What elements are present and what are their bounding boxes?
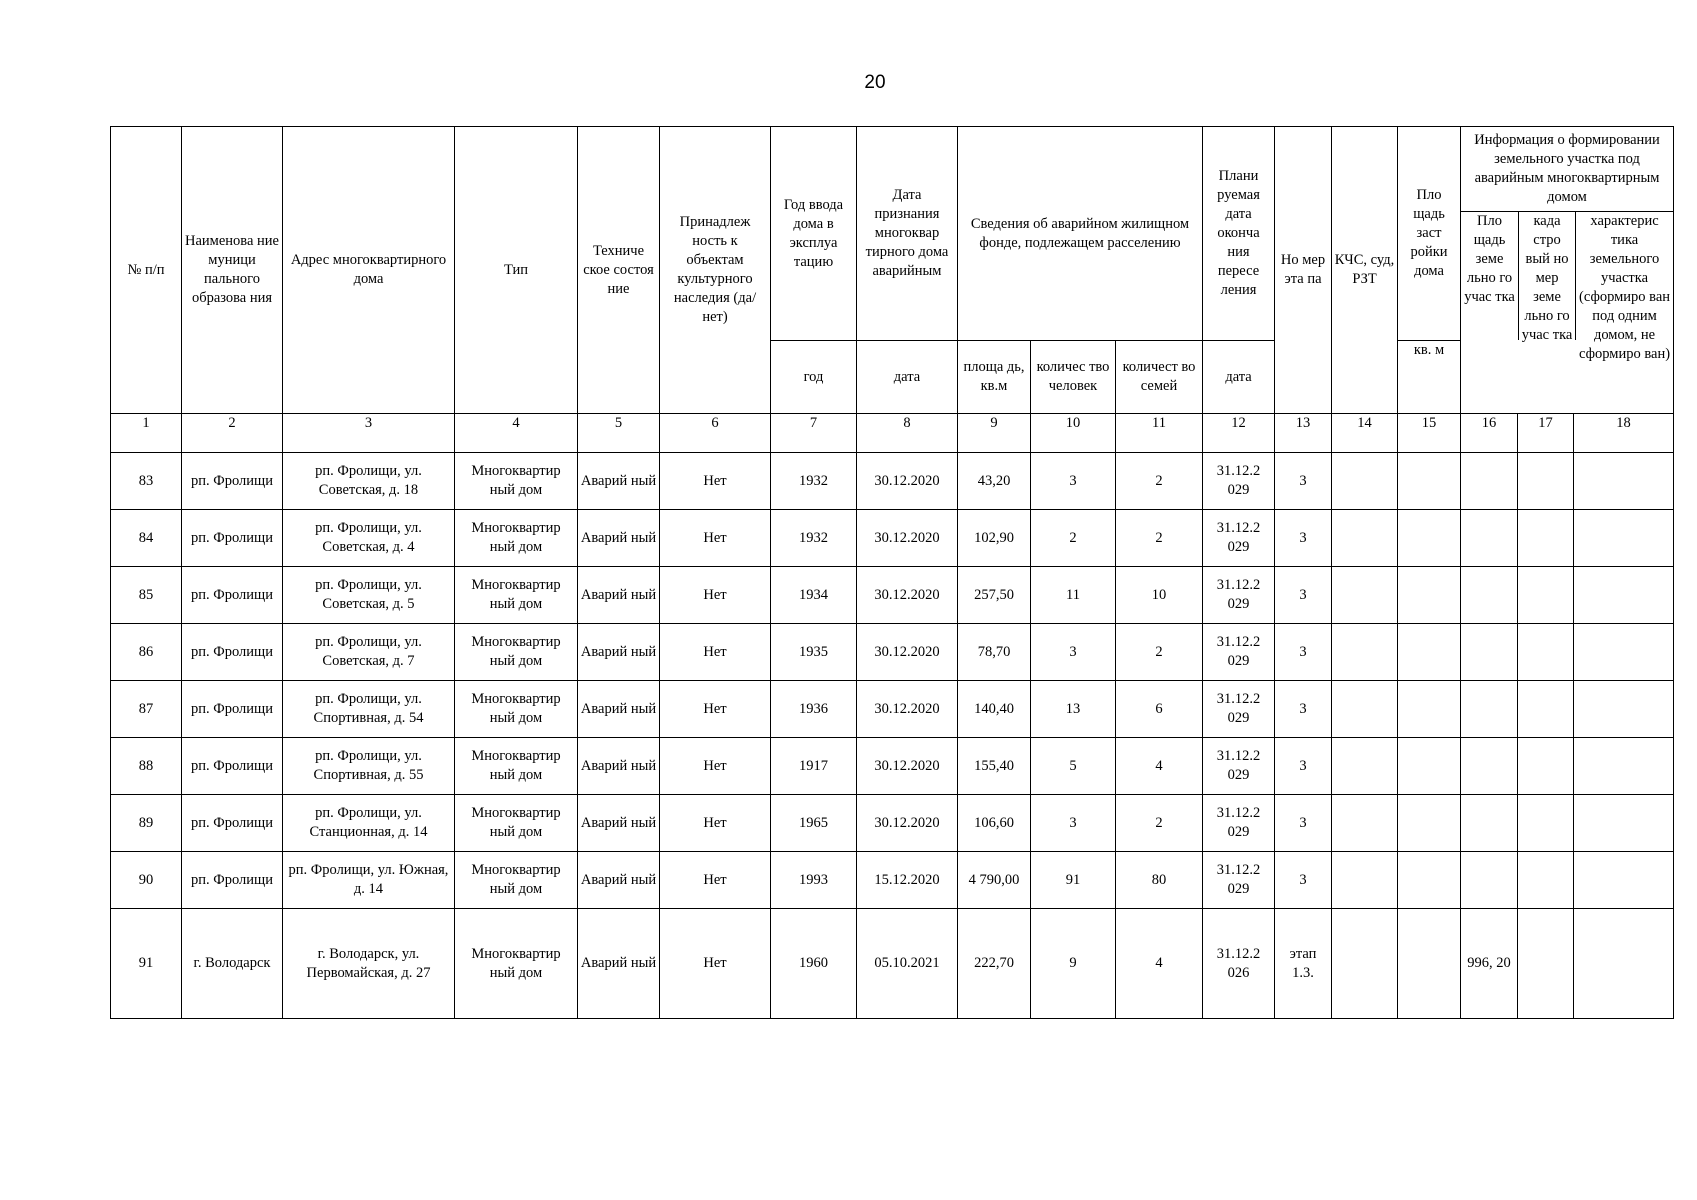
building-area-cell (1398, 681, 1461, 738)
row-number: 86 (111, 624, 182, 681)
table-row (111, 852, 1674, 909)
people-cell: 3 (1031, 624, 1116, 681)
land-area-cell: 996, 20 (1461, 909, 1518, 1019)
year-cell: 1934 (771, 567, 857, 624)
year-cell: 1965 (771, 795, 857, 852)
date-cell: 30.12.2020 (857, 795, 958, 852)
table-row (111, 510, 1674, 567)
land-area-cell (1461, 510, 1518, 567)
date-cell: 30.12.2020 (857, 510, 958, 567)
municipality-cell: рп. Фролищи (182, 795, 283, 852)
people-cell: 13 (1031, 681, 1116, 738)
municipality-cell: г. Володарск (182, 909, 283, 1019)
area-cell: 106,60 (958, 795, 1031, 852)
column-number-cell: 6 (660, 414, 771, 453)
building-area-cell (1398, 567, 1461, 624)
type-cell: Многоквартир ный дом (455, 624, 578, 681)
land-area-cell (1461, 852, 1518, 909)
land-area-cell (1461, 624, 1518, 681)
area-cell: 102,90 (958, 510, 1031, 567)
type-cell: Многоквартир ный дом (455, 567, 578, 624)
date-cell: 05.10.2021 (857, 909, 958, 1019)
header-land-characteristic-label: характерис тика земельного участка (сформиро ван под одним домом, не сформиро ван) (1579, 213, 1671, 362)
building-area-cell (1398, 909, 1461, 1019)
stage-cell: 3 (1275, 624, 1332, 681)
people-cell: 2 (1031, 510, 1116, 567)
header-type: Тип (455, 127, 578, 414)
heritage-cell: Нет (660, 795, 771, 852)
address-cell: рп. Фролищи, ул. Станционная, д. 14 (283, 795, 455, 852)
emergency-housing-table (110, 126, 1674, 1019)
column-number-cell: 8 (857, 414, 958, 453)
type-cell: Многоквартир ный дом (455, 795, 578, 852)
area-cell: 4 790,00 (958, 852, 1031, 909)
year-cell: 1936 (771, 681, 857, 738)
header-year-commissioned: Год ввода дома в эксплуа тацию (771, 127, 857, 341)
families-cell: 2 (1116, 510, 1203, 567)
stage-cell: этап 1.3. (1275, 909, 1332, 1019)
land-characteristic-cell (1574, 681, 1674, 738)
column-number-cell: 17 (1518, 414, 1574, 453)
stage-cell: 3 (1275, 852, 1332, 909)
stage-cell: 3 (1275, 681, 1332, 738)
row-number: 83 (111, 453, 182, 510)
stage-cell: 3 (1275, 510, 1332, 567)
table-row (111, 453, 1674, 510)
state-cell: Аварий ный (578, 453, 660, 510)
land-characteristic-cell (1574, 510, 1674, 567)
area-cell: 257,50 (958, 567, 1031, 624)
header-land-plot-title: Информация о формировании земельного участка под аварийным многоквартирным домом (1461, 127, 1673, 212)
header-cultural-heritage: Принадлеж ность к объектам культурного наследия (да/нет) (660, 127, 771, 414)
cadastral-cell (1518, 738, 1574, 795)
heritage-cell: Нет (660, 738, 771, 795)
header-land-characteristic (1576, 212, 1673, 362)
table-row (111, 624, 1674, 681)
column-number-cell: 2 (182, 414, 283, 453)
people-cell: 5 (1031, 738, 1116, 795)
date-cell: 30.12.2020 (857, 681, 958, 738)
cadastral-cell (1518, 681, 1574, 738)
municipality-cell: рп. Фролищи (182, 681, 283, 738)
cadastral-cell (1518, 624, 1574, 681)
column-number-cell: 15 (1398, 414, 1461, 453)
page-number: 20 (864, 72, 886, 93)
state-cell: Аварий ный (578, 624, 660, 681)
subheader-building-unit: кв. м (1398, 341, 1461, 414)
table-row (111, 909, 1674, 1019)
header-planned-end-date: Плани руемая дата оконча ния пересе ления (1203, 127, 1275, 341)
land-characteristic-cell (1574, 795, 1674, 852)
column-number-cell: 16 (1461, 414, 1518, 453)
type-cell: Многоквартир ный дом (455, 681, 578, 738)
state-cell: Аварий ный (578, 510, 660, 567)
type-cell: Многоквартир ный дом (455, 852, 578, 909)
date-cell: 30.12.2020 (857, 738, 958, 795)
header-emergency-fund-group: Сведения об аварийном жилищном фонде, подлежащем расселению (958, 127, 1203, 341)
header-technical-state: Техниче ское состоя ние (578, 127, 660, 414)
column-number-cell: 12 (1203, 414, 1275, 453)
year-cell: 1932 (771, 453, 857, 510)
kchs-cell (1332, 909, 1398, 1019)
plan-date-cell: 31.12.2 029 (1203, 681, 1275, 738)
heritage-cell: Нет (660, 510, 771, 567)
year-cell: 1993 (771, 852, 857, 909)
column-number-row (111, 414, 1674, 453)
table-row (111, 681, 1674, 738)
state-cell: Аварий ный (578, 567, 660, 624)
plan-date-cell: 31.12.2 029 (1203, 567, 1275, 624)
heritage-cell: Нет (660, 567, 771, 624)
plan-date-cell: 31.12.2 029 (1203, 795, 1275, 852)
year-cell: 1917 (771, 738, 857, 795)
plan-date-cell: 31.12.2 029 (1203, 510, 1275, 567)
land-characteristic-cell (1574, 567, 1674, 624)
column-number-cell: 10 (1031, 414, 1116, 453)
header-land-area (1461, 212, 1519, 340)
plan-date-cell: 31.12.2 029 (1203, 453, 1275, 510)
header-stage-number: Но мер эта па (1275, 127, 1332, 414)
land-area-cell (1461, 681, 1518, 738)
land-characteristic-cell (1574, 453, 1674, 510)
year-cell: 1935 (771, 624, 857, 681)
row-number: 88 (111, 738, 182, 795)
municipality-cell: рп. Фролищи (182, 852, 283, 909)
date-cell: 30.12.2020 (857, 567, 958, 624)
subheader-area: площа дь, кв.м (958, 341, 1031, 414)
header-municipality: Наименова ние муници пального образова ния (182, 127, 283, 414)
header-address: Адрес многоквартирного дома (283, 127, 455, 414)
municipality-cell: рп. Фролищи (182, 510, 283, 567)
column-number-cell: 7 (771, 414, 857, 453)
header-land-plot-group (1461, 127, 1674, 414)
row-number: 85 (111, 567, 182, 624)
families-cell: 10 (1116, 567, 1203, 624)
plan-date-cell: 31.12.2 029 (1203, 852, 1275, 909)
address-cell: рп. Фролищи, ул. Спортивная, д. 54 (283, 681, 455, 738)
kchs-cell (1332, 624, 1398, 681)
type-cell: Многоквартир ный дом (455, 453, 578, 510)
header-land-area-label: Пло щадь земе льно го учас тка (1464, 213, 1515, 305)
state-cell: Аварий ный (578, 738, 660, 795)
people-cell: 3 (1031, 795, 1116, 852)
land-area-cell (1461, 795, 1518, 852)
address-cell: рп. Фролищи, ул. Южная, д. 14 (283, 852, 455, 909)
families-cell: 2 (1116, 795, 1203, 852)
area-cell: 222,70 (958, 909, 1031, 1019)
date-cell: 30.12.2020 (857, 453, 958, 510)
subheader-plan-date: дата (1203, 341, 1275, 414)
subheader-year: год (771, 341, 857, 414)
people-cell: 9 (1031, 909, 1116, 1019)
cadastral-cell (1518, 510, 1574, 567)
table-row (111, 567, 1674, 624)
subheader-people: количес тво человек (1031, 341, 1116, 414)
address-cell: рп. Фролищи, ул. Советская, д. 4 (283, 510, 455, 567)
cadastral-cell (1518, 909, 1574, 1019)
year-cell: 1960 (771, 909, 857, 1019)
plan-date-cell: 31.12.2 029 (1203, 738, 1275, 795)
municipality-cell: рп. Фролищи (182, 738, 283, 795)
address-cell: рп. Фролищи, ул. Советская, д. 7 (283, 624, 455, 681)
header-number: № п/п (111, 127, 182, 414)
plan-date-cell: 31.12.2 026 (1203, 909, 1275, 1019)
cadastral-cell (1518, 852, 1574, 909)
land-area-cell (1461, 453, 1518, 510)
building-area-cell (1398, 795, 1461, 852)
land-area-cell (1461, 567, 1518, 624)
municipality-cell: рп. Фролищи (182, 624, 283, 681)
stage-cell: 3 (1275, 567, 1332, 624)
address-cell: рп. Фролищи, ул. Советская, д. 5 (283, 567, 455, 624)
row-number: 84 (111, 510, 182, 567)
state-cell: Аварий ный (578, 681, 660, 738)
header-date-recognized: Дата признания многоквар тирного дома аварийным (857, 127, 958, 341)
type-cell: Многоквартир ный дом (455, 909, 578, 1019)
column-number-cell: 1 (111, 414, 182, 453)
land-area-cell (1461, 738, 1518, 795)
row-number: 91 (111, 909, 182, 1019)
heritage-cell: Нет (660, 852, 771, 909)
families-cell: 80 (1116, 852, 1203, 909)
kchs-cell (1332, 510, 1398, 567)
type-cell: Многоквартир ный дом (455, 510, 578, 567)
column-number-cell: 11 (1116, 414, 1203, 453)
people-cell: 3 (1031, 453, 1116, 510)
cadastral-cell (1518, 567, 1574, 624)
header-building-area: Пло щадь заст ройки дома (1398, 127, 1461, 341)
building-area-cell (1398, 510, 1461, 567)
families-cell: 2 (1116, 453, 1203, 510)
heritage-cell: Нет (660, 909, 771, 1019)
stage-cell: 3 (1275, 795, 1332, 852)
land-characteristic-cell (1574, 624, 1674, 681)
column-number-cell: 5 (578, 414, 660, 453)
row-number: 87 (111, 681, 182, 738)
table-row (111, 795, 1674, 852)
header-cadastral-number-label: када стро вый но мер земе льно го учас тка (1521, 213, 1573, 343)
column-number-cell: 9 (958, 414, 1031, 453)
building-area-cell (1398, 738, 1461, 795)
type-cell: Многоквартир ный дом (455, 738, 578, 795)
date-cell: 15.12.2020 (857, 852, 958, 909)
municipality-cell: рп. Фролищи (182, 453, 283, 510)
land-characteristic-cell (1574, 738, 1674, 795)
building-area-cell (1398, 852, 1461, 909)
address-cell: рп. Фролищи, ул. Советская, д. 18 (283, 453, 455, 510)
municipality-cell: рп. Фролищи (182, 567, 283, 624)
column-number-cell: 18 (1574, 414, 1674, 453)
column-number-cell: 13 (1275, 414, 1332, 453)
column-number-cell: 3 (283, 414, 455, 453)
row-number: 89 (111, 795, 182, 852)
address-cell: г. Володарск, ул. Первомайская, д. 27 (283, 909, 455, 1019)
row-number: 90 (111, 852, 182, 909)
kchs-cell (1332, 453, 1398, 510)
kchs-cell (1332, 681, 1398, 738)
table-row (111, 738, 1674, 795)
families-cell: 6 (1116, 681, 1203, 738)
area-cell: 140,40 (958, 681, 1031, 738)
column-number-cell: 4 (455, 414, 578, 453)
state-cell: Аварий ный (578, 852, 660, 909)
people-cell: 11 (1031, 567, 1116, 624)
stage-cell: 3 (1275, 738, 1332, 795)
area-cell: 43,20 (958, 453, 1031, 510)
header-cadastral-number (1519, 212, 1576, 343)
column-number-cell: 14 (1332, 414, 1398, 453)
area-cell: 155,40 (958, 738, 1031, 795)
plan-date-cell: 31.12.2 029 (1203, 624, 1275, 681)
state-cell: Аварий ный (578, 795, 660, 852)
area-cell: 78,70 (958, 624, 1031, 681)
kchs-cell (1332, 567, 1398, 624)
table-body (111, 453, 1674, 1019)
building-area-cell (1398, 453, 1461, 510)
people-cell: 91 (1031, 852, 1116, 909)
cadastral-cell (1518, 453, 1574, 510)
subheader-families: количест во семей (1116, 341, 1203, 414)
kchs-cell (1332, 852, 1398, 909)
state-cell: Аварий ный (578, 909, 660, 1019)
cadastral-cell (1518, 795, 1574, 852)
land-characteristic-cell (1574, 909, 1674, 1019)
year-cell: 1932 (771, 510, 857, 567)
kchs-cell (1332, 795, 1398, 852)
address-cell: рп. Фролищи, ул. Спортивная, д. 55 (283, 738, 455, 795)
building-area-cell (1398, 624, 1461, 681)
heritage-cell: Нет (660, 453, 771, 510)
land-characteristic-cell (1574, 852, 1674, 909)
date-cell: 30.12.2020 (857, 624, 958, 681)
families-cell: 4 (1116, 909, 1203, 1019)
families-cell: 4 (1116, 738, 1203, 795)
heritage-cell: Нет (660, 624, 771, 681)
subheader-date: дата (857, 341, 958, 414)
heritage-cell: Нет (660, 681, 771, 738)
kchs-cell (1332, 738, 1398, 795)
stage-cell: 3 (1275, 453, 1332, 510)
header-kchs: КЧС, суд, РЗТ (1332, 127, 1398, 414)
families-cell: 2 (1116, 624, 1203, 681)
